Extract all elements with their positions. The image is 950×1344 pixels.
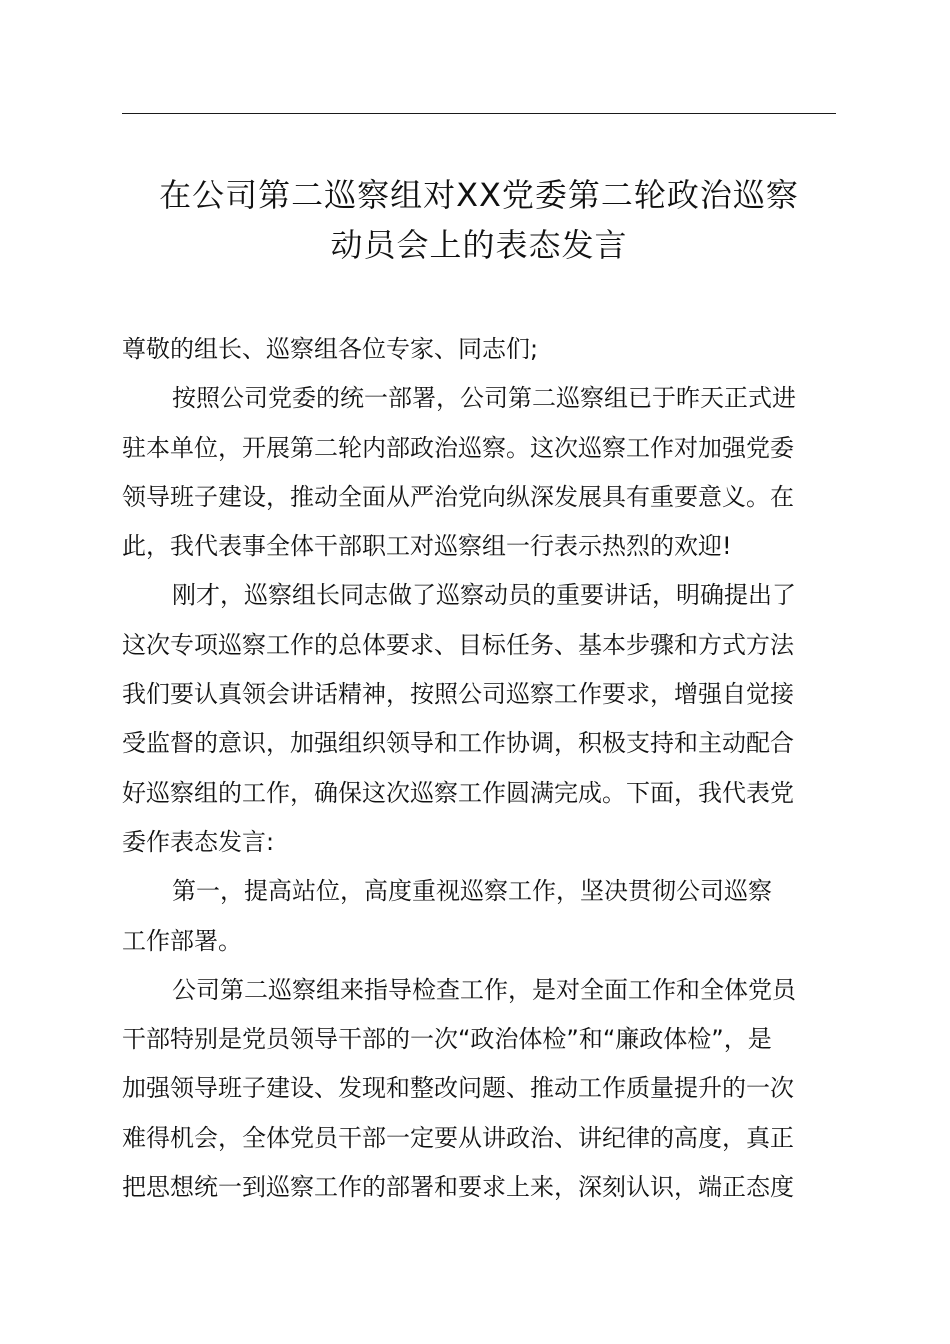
paragraph-line: 好巡察组的工作，确保这次巡察工作圆满完成。下面，我代表党 bbox=[122, 778, 794, 807]
paragraph-line: 刚才，巡察组长同志做了巡察动员的重要讲话，明确提出了 bbox=[172, 581, 796, 610]
paragraph-line: 驻本单位，开展第二轮内部政治巡察。这次巡察工作对加强党委 bbox=[122, 433, 794, 462]
title-line: 动员会上的表态发言 bbox=[330, 226, 628, 264]
paragraph-line: 委作表态发言: bbox=[122, 827, 275, 856]
paragraph-line: 这次专项巡察工作的总体要求、目标任务、基本步骤和方式方法 bbox=[122, 630, 794, 659]
paragraph-line: 此，我代表事全体干部职工对巡察组一行表示热烈的欢迎! bbox=[122, 532, 732, 561]
paragraph-line: 领导班子建设，推动全面从严治党向纵深发展具有重要意义。在 bbox=[122, 482, 794, 511]
paragraph-line: 公司第二巡察组来指导检查工作，是对全面工作和全体党员 bbox=[172, 975, 796, 1004]
header-rule bbox=[122, 113, 836, 114]
paragraph-line: 我们要认真领会讲话精神，按照公司巡察工作要求，增强自觉接 bbox=[122, 680, 794, 709]
paragraph-line: 受监督的意识，加强组织领导和工作协调，积极支持和主动配合 bbox=[122, 729, 794, 758]
paragraph-line: 难得机会，全体党员干部一定要从讲政治、讲纪律的高度，真正 bbox=[122, 1123, 794, 1152]
title-line: 在公司第二巡察组对XX党委第二轮政治巡察 bbox=[159, 176, 799, 214]
document-title bbox=[100, 170, 858, 270]
paragraph-line: 加强领导班子建设、发现和整改问题、推动工作质量提升的一次 bbox=[122, 1074, 794, 1103]
section-heading-line: 第一，提高站位，高度重视巡察工作，坚决贯彻公司巡察 bbox=[172, 877, 772, 906]
section-heading-line: 工作部署。 bbox=[122, 926, 242, 955]
document-body bbox=[122, 325, 836, 1212]
paragraph-line: 把思想统一到巡察工作的部署和要求上来，深刻认识，端正态度 bbox=[122, 1173, 794, 1202]
salutation: 尊敬的组长、巡察组各位专家、同志们; bbox=[122, 335, 539, 363]
paragraph-line: 干部特别是党员领导干部的一次“政治体检”和“廉政体检”，是 bbox=[122, 1025, 772, 1054]
paragraph-line: 按照公司党委的统一部署，公司第二巡察组已于昨天正式进 bbox=[172, 384, 796, 413]
